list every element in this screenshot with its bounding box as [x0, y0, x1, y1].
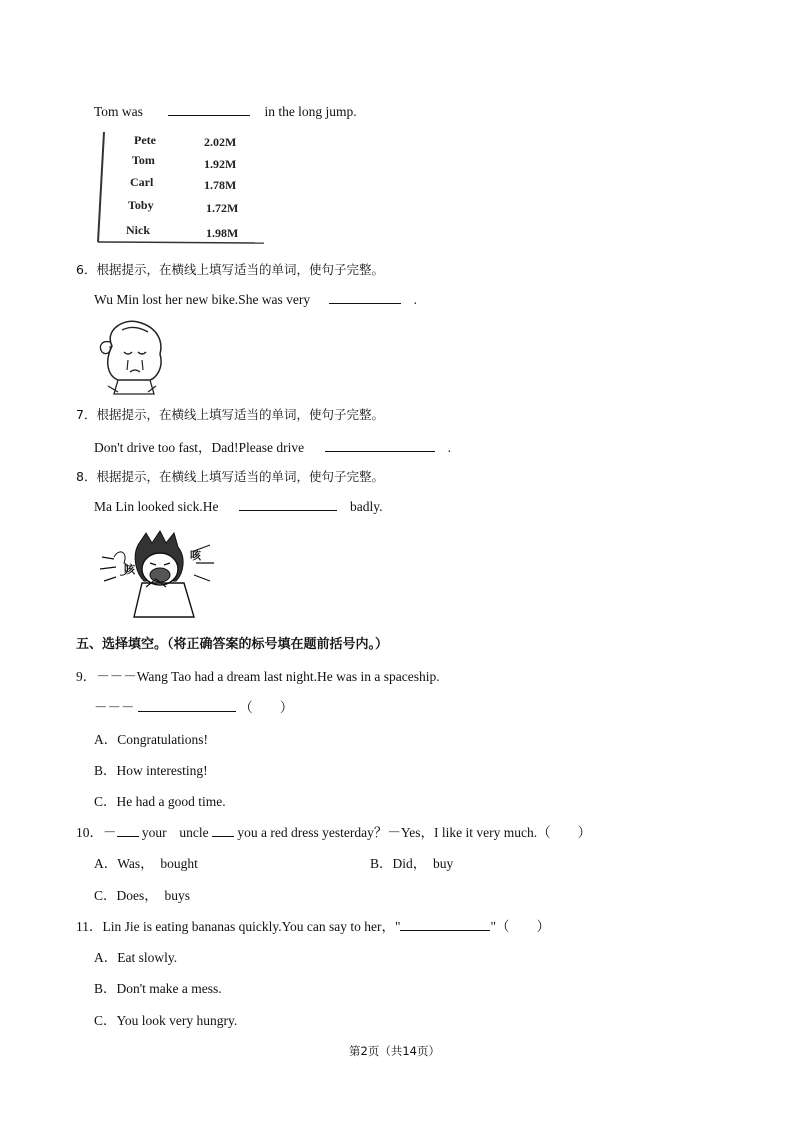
table-value-tom: 1.92M: [204, 157, 237, 171]
q5-answer-blank[interactable]: [168, 103, 250, 116]
q9-answer-blank[interactable]: [138, 699, 236, 712]
table-bottom-border: [98, 242, 264, 243]
q10-blank-2[interactable]: [212, 824, 234, 837]
q9-reply-prefix: －－－: [94, 700, 135, 715]
q9-stem: 9．－－－Wang Tao had a dream last night.He was in a spaceship.: [76, 669, 440, 684]
q9-answer-paren[interactable]: （ ）: [239, 700, 294, 715]
table-value-pete: 2.02M: [204, 135, 237, 149]
q5-prefix: Tom was: [94, 104, 143, 119]
q10-option-a[interactable]: A．Was， bought: [94, 856, 198, 871]
q7-prefix: Don't drive too fast，Dad!Please drive: [94, 440, 305, 455]
table-name-carl: Carl: [130, 175, 154, 189]
q11-option-a[interactable]: A．Eat slowly.: [94, 950, 178, 965]
coughing-boy-illustration: [94, 527, 234, 623]
table-name-toby: Toby: [128, 198, 154, 212]
q5-sentence: [94, 103, 357, 120]
table-name-tom: Tom: [132, 153, 155, 167]
q11-answer-blank[interactable]: [400, 918, 490, 931]
table-value-nick: 1.98M: [206, 226, 239, 240]
table-left-border: [98, 132, 104, 242]
q10-part-uncle: uncle: [179, 825, 209, 840]
table-value-toby: 1.72M: [206, 201, 239, 215]
q5-suffix: in the long jump.: [264, 104, 357, 119]
table-name-pete: Pete: [134, 133, 156, 147]
long-jump-results-table: [94, 128, 274, 248]
q11-option-b[interactable]: B．Don't make a mess.: [94, 981, 222, 996]
q11-stem-suffix: "（ ）: [490, 919, 550, 934]
q6-instruction: 6．根据提示，在横线上填写适当的单词，使句子完整。: [76, 262, 384, 277]
cough-text-right: 咳: [190, 549, 201, 562]
q10-stem: [76, 821, 591, 841]
q10-option-b[interactable]: B．Did， buy: [370, 856, 454, 871]
q9-option-a[interactable]: A．Congratulations!: [94, 732, 208, 747]
q8-suffix: badly.: [349, 499, 383, 514]
q9-option-b[interactable]: B．How interesting!: [94, 763, 208, 778]
q10-number: 10．－: [76, 825, 117, 840]
q7-sentence: [94, 436, 451, 456]
q8-prefix: Ma Lin looked sick.He: [94, 499, 219, 514]
q11-option-c[interactable]: C．You look very hungry.: [94, 1013, 238, 1028]
section-five-title: 五、选择填空。（将正确答案的标号填在题前括号内。）: [76, 637, 389, 652]
q10-blank-1[interactable]: [117, 824, 139, 837]
cough-text-left: 咳: [124, 563, 135, 576]
q8-instruction: 8．根据提示，在横线上填写适当的单词，使句子完整。: [76, 469, 384, 484]
crying-girl-illustration: [94, 316, 172, 398]
table-value-carl: 1.78M: [204, 178, 237, 192]
q6-sentence: [94, 291, 417, 308]
q10-part-your: your: [141, 825, 167, 840]
page-footer: 第2页（共14页）: [349, 1044, 440, 1058]
q8-sentence: [94, 498, 382, 515]
table-name-nick: Nick: [126, 223, 150, 237]
q10-part-rest: you a red dress yesterday？－Yes，I like it very much.（ ）: [237, 825, 592, 840]
q6-answer-blank[interactable]: [329, 291, 401, 304]
q6-suffix: .: [413, 292, 418, 307]
q9-reply: [94, 696, 293, 716]
q8-answer-blank[interactable]: [239, 498, 337, 511]
q6-prefix: Wu Min lost her new bike.She was very: [94, 292, 311, 307]
q9-option-c[interactable]: C．He had a good time.: [94, 794, 226, 809]
q7-answer-blank[interactable]: [325, 439, 435, 452]
q7-instruction: 7．根据提示，在横线上填写适当的单词，使句子完整。: [76, 407, 384, 422]
q11-stem-prefix: 11．Lin Jie is eating bananas quickly.You can say to her，": [76, 919, 401, 934]
q7-suffix: .: [447, 440, 452, 455]
q10-option-c[interactable]: C．Does， buys: [94, 888, 191, 903]
q11-stem: [76, 915, 550, 935]
